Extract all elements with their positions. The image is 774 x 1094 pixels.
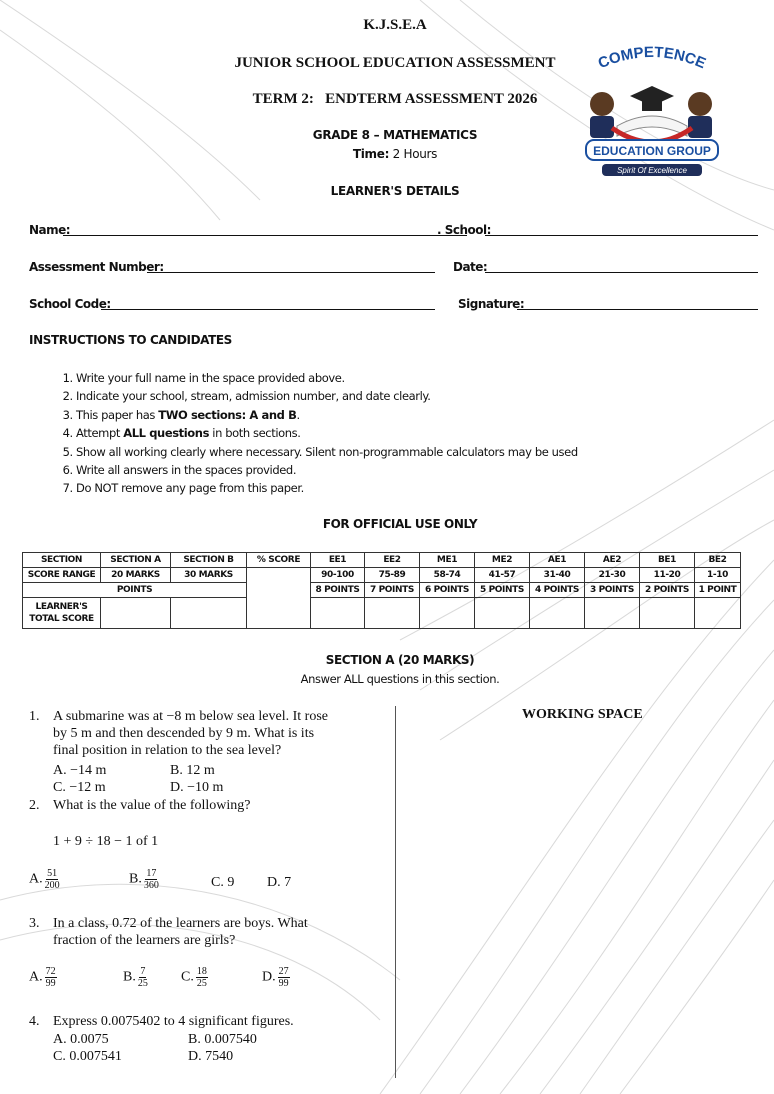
numerator: 51 bbox=[47, 868, 58, 879]
numerator: 72 bbox=[45, 966, 56, 977]
option-label: B. bbox=[123, 969, 136, 985]
table-cell: 21-30 bbox=[585, 568, 640, 583]
q2-text: What is the value of the following? bbox=[53, 798, 251, 813]
signature-field[interactable] bbox=[517, 297, 758, 310]
section-a-subtitle: Answer ALL questions in this section. bbox=[300, 672, 500, 686]
table-cell: SCORE RANGE bbox=[23, 568, 101, 583]
time-label: Time: bbox=[352, 147, 390, 161]
q1-number: 1. bbox=[29, 709, 40, 724]
table-cell: 90-100 bbox=[311, 568, 365, 583]
instruction-item: 7. Do NOT remove any page from this paper. bbox=[76, 479, 578, 497]
table-cell: POINTS bbox=[23, 583, 247, 598]
instruction-item: 4. Attempt ALL questions in both sections. bbox=[76, 424, 578, 442]
option-label: C. bbox=[181, 969, 194, 985]
q4-option-a[interactable]: A. 0.0075 bbox=[53, 1032, 109, 1047]
table-cell: 7 POINTS bbox=[365, 583, 420, 598]
date-label: Date: bbox=[453, 260, 488, 274]
term-title: TERM 2: ENDTERM ASSESSMENT 2026 bbox=[252, 91, 538, 107]
column-divider bbox=[395, 706, 396, 1078]
instruction-item: 6. Write all answers in the spaces provided. bbox=[76, 461, 578, 479]
name-label: Name: bbox=[29, 223, 71, 237]
score-cell[interactable] bbox=[101, 598, 171, 629]
table-cell: 11-20 bbox=[640, 568, 695, 583]
table-cell: SECTION bbox=[23, 553, 101, 568]
instruction-item: 3. This paper has TWO sections: A and B. bbox=[76, 406, 578, 424]
instructions-heading: INSTRUCTIONS TO CANDIDATES bbox=[29, 333, 232, 347]
q1-option-c[interactable]: C. −12 m bbox=[53, 780, 106, 795]
denominator: 25 bbox=[137, 978, 148, 989]
table-cell: ME2 bbox=[475, 553, 530, 568]
q1-line3: final position in relation to the sea level? bbox=[53, 743, 282, 758]
table-row bbox=[23, 553, 741, 568]
table-cell: 31-40 bbox=[530, 568, 585, 583]
option-label: A. bbox=[29, 871, 43, 887]
q1-line1: A submarine was at −8 m below sea level. It rose bbox=[53, 709, 328, 724]
q3-number: 3. bbox=[29, 916, 40, 931]
q1-option-b[interactable]: B. 12 m bbox=[170, 763, 215, 778]
numerator: 7 bbox=[140, 966, 146, 977]
working-space-heading: WORKING SPACE bbox=[522, 707, 643, 722]
school-field[interactable] bbox=[485, 223, 758, 236]
fraction bbox=[196, 966, 208, 989]
table-cell: SECTION A bbox=[101, 553, 171, 568]
table-cell: 20 MARKS bbox=[101, 568, 171, 583]
score-cell[interactable] bbox=[475, 598, 530, 629]
date-field[interactable] bbox=[485, 260, 758, 273]
table-cell: 41-57 bbox=[475, 568, 530, 583]
option-label: A. bbox=[29, 969, 43, 985]
fraction bbox=[138, 966, 148, 989]
fraction bbox=[45, 868, 60, 891]
q2-option-c[interactable]: C. 9 bbox=[211, 875, 235, 890]
q3-option-b[interactable] bbox=[123, 966, 148, 989]
table-cell: AE2 bbox=[585, 553, 640, 568]
numerator: 18 bbox=[196, 966, 207, 977]
grade-subject: GRADE 8 – MATHEMATICS bbox=[312, 128, 478, 142]
table-cell: % SCORE bbox=[247, 553, 311, 568]
q1-line2: by 5 m and then descended by 9 m. What is its bbox=[53, 726, 315, 741]
org-name: K.J.S.E.A bbox=[363, 17, 427, 33]
section-a-title: SECTION A (20 MARKS) bbox=[325, 653, 475, 667]
option-label: B. bbox=[129, 871, 142, 887]
score-cell[interactable] bbox=[640, 598, 695, 629]
q3-option-a[interactable] bbox=[29, 966, 57, 989]
table-cell: LEARNER'S TOTAL SCORE bbox=[23, 598, 101, 629]
q3-option-d[interactable] bbox=[262, 966, 290, 989]
q4-option-b[interactable]: B. 0.007540 bbox=[188, 1032, 257, 1047]
q4-number: 4. bbox=[29, 1014, 40, 1029]
score-cell[interactable] bbox=[365, 598, 420, 629]
score-cell[interactable] bbox=[585, 598, 640, 629]
table-row bbox=[23, 598, 741, 629]
fraction bbox=[278, 966, 290, 989]
official-use-table bbox=[22, 552, 741, 629]
name-field[interactable] bbox=[63, 223, 467, 236]
denominator: 99 bbox=[45, 978, 56, 989]
percent-score-cell[interactable] bbox=[247, 568, 311, 629]
score-cell[interactable] bbox=[171, 598, 247, 629]
table-cell: 8 POINTS bbox=[311, 583, 365, 598]
q4-option-d[interactable]: D. 7540 bbox=[188, 1049, 234, 1064]
q2-option-a[interactable] bbox=[29, 868, 60, 891]
assessment-title: JUNIOR SCHOOL EDUCATION ASSESSMENT bbox=[234, 55, 556, 71]
numerator: 17 bbox=[146, 868, 157, 879]
q3-option-c[interactable] bbox=[181, 966, 208, 989]
score-cell[interactable] bbox=[420, 598, 475, 629]
table-cell: 3 POINTS bbox=[585, 583, 640, 598]
competence-education-logo bbox=[572, 46, 732, 186]
instruction-item: 1. Write your full name in the space provided above. bbox=[76, 369, 578, 387]
table-cell: AE1 bbox=[530, 553, 585, 568]
q4-text: Express 0.0075402 to 4 significant figures. bbox=[53, 1014, 294, 1029]
instruction-item: 5. Show all working clearly where necessary. Silent non-programmable calculators may be used bbox=[76, 443, 578, 461]
assessment-number-field[interactable] bbox=[147, 260, 435, 273]
denominator: 25 bbox=[196, 978, 207, 989]
table-cell: EE1 bbox=[311, 553, 365, 568]
table-cell: 58-74 bbox=[420, 568, 475, 583]
denominator: 200 bbox=[44, 880, 60, 891]
table-cell: 75-89 bbox=[365, 568, 420, 583]
table-cell: 6 POINTS bbox=[420, 583, 475, 598]
instructions-list bbox=[52, 369, 578, 498]
numerator: 27 bbox=[278, 966, 289, 977]
q2-number: 2. bbox=[29, 798, 40, 813]
time-value: 2 Hours bbox=[392, 147, 438, 161]
denominator: 360 bbox=[143, 880, 159, 891]
logo-motto: Spirit Of Excellence bbox=[617, 166, 687, 175]
table-cell: BE2 bbox=[695, 553, 741, 568]
q1-option-d[interactable]: D. −10 m bbox=[170, 780, 224, 795]
table-cell: 5 POINTS bbox=[475, 583, 530, 598]
official-use-heading: FOR OFFICIAL USE ONLY bbox=[322, 517, 478, 531]
denominator: 99 bbox=[278, 978, 289, 989]
option-label: D. bbox=[262, 969, 276, 985]
q3-line1: In a class, 0.72 of the learners are boys. What bbox=[53, 916, 308, 931]
assessment-number-label: Assessment Number: bbox=[29, 260, 164, 274]
fraction bbox=[45, 966, 57, 989]
score-cell[interactable] bbox=[530, 598, 585, 629]
table-cell: 30 MARKS bbox=[171, 568, 247, 583]
q2-option-b[interactable] bbox=[129, 868, 159, 891]
q1-option-a[interactable]: A. −14 m bbox=[53, 763, 107, 778]
q3-line2: fraction of the learners are girls? bbox=[53, 933, 236, 948]
score-cell[interactable] bbox=[311, 598, 365, 629]
table-cell: 1-10 bbox=[695, 568, 741, 583]
table-cell: ME1 bbox=[420, 553, 475, 568]
school-code-label: School Code: bbox=[29, 297, 111, 311]
table-cell: 2 POINTS bbox=[640, 583, 695, 598]
fraction bbox=[144, 868, 159, 891]
q2-expression: 1 + 9 ÷ 18 − 1 of 1 bbox=[53, 834, 159, 849]
table-row bbox=[23, 583, 741, 598]
table-cell: SECTION B bbox=[171, 553, 247, 568]
school-label: . School: bbox=[437, 223, 491, 237]
instruction-item: 2. Indicate your school, stream, admission number, and date clearly. bbox=[76, 387, 578, 405]
score-cell[interactable] bbox=[695, 598, 741, 629]
q4-option-c[interactable]: C. 0.007541 bbox=[53, 1049, 122, 1064]
table-row bbox=[23, 568, 741, 583]
table-cell: 4 POINTS bbox=[530, 583, 585, 598]
table-cell: EE2 bbox=[365, 553, 420, 568]
q2-option-d[interactable]: D. 7 bbox=[267, 875, 292, 890]
signature-label: Signature: bbox=[458, 297, 525, 311]
learner-details-heading: LEARNER'S DETAILS bbox=[330, 184, 460, 198]
table-cell: 1 POINT bbox=[695, 583, 741, 598]
school-code-field[interactable] bbox=[101, 297, 435, 310]
logo-mid-text: EDUCATION GROUP bbox=[593, 144, 711, 158]
logo-top-text: COMPETENCE bbox=[595, 46, 709, 73]
table-cell: BE1 bbox=[640, 553, 695, 568]
